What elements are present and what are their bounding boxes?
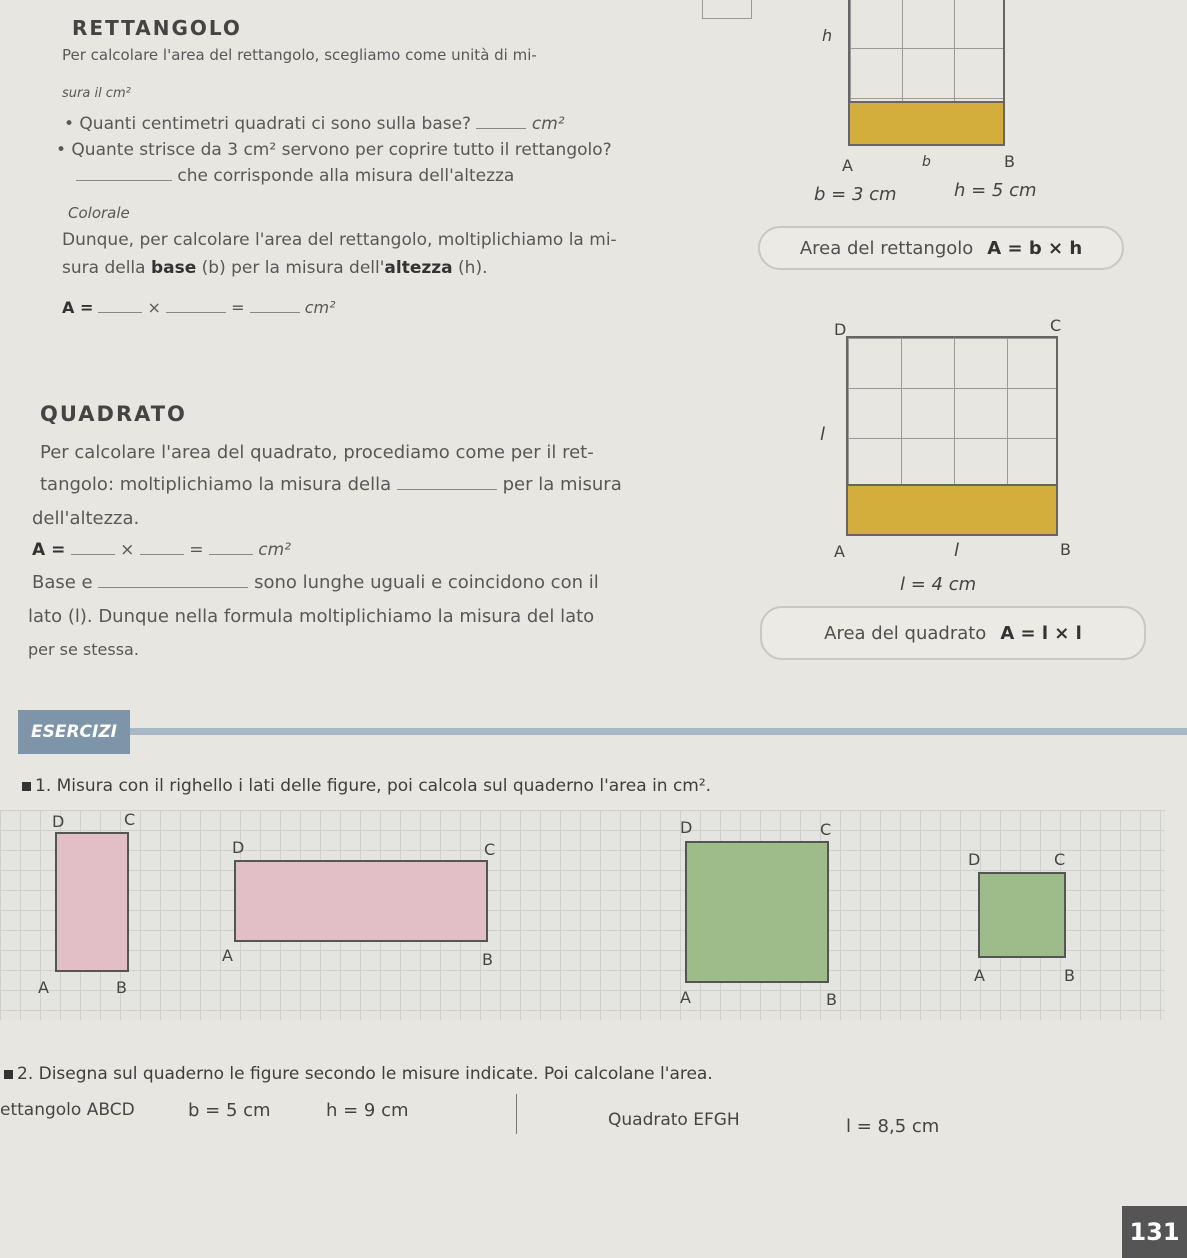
vertex-b: B bbox=[1064, 966, 1075, 985]
exercise-shape-wide-rectangle bbox=[234, 860, 488, 942]
vertex-c: C bbox=[1054, 850, 1066, 869]
answer-blank[interactable] bbox=[476, 128, 526, 129]
vertex-c: C bbox=[124, 810, 136, 829]
exercise-shape-large-square bbox=[685, 841, 829, 983]
figure-l-bottom-label: l bbox=[954, 540, 960, 561]
rect-abcd-height: h = 9 cm bbox=[326, 1100, 409, 1121]
quadrato-title: QUADRATO bbox=[40, 402, 187, 426]
question-strips-end: servono per coprire tutto il rettangolo? bbox=[281, 140, 612, 160]
vertex-d: D bbox=[232, 838, 245, 857]
formula-times: × bbox=[147, 298, 161, 317]
question-height bbox=[76, 166, 514, 186]
vertex-a: A bbox=[974, 966, 985, 985]
corner-box bbox=[702, 0, 752, 19]
vertex-a: A bbox=[842, 156, 853, 175]
vertex-b: B bbox=[826, 990, 837, 1009]
quadrato-formula-line bbox=[32, 540, 291, 560]
exercise-2-text: 2. Disegna sul quaderno le figure secondo le misure indicate. Poi calcolane l'area. bbox=[17, 1064, 713, 1084]
quadrato-line-3: dell'altezza. bbox=[32, 508, 140, 529]
question-strips-start: • Quante strisce da bbox=[56, 140, 222, 160]
exercise-1-text: 1. Misura con il righello i lati delle figure, poi calcola sul quaderno l'area in cm². bbox=[35, 776, 712, 796]
quadrato-text: tangolo: moltiplichiamo la misura della bbox=[40, 474, 392, 495]
height-measure: h = 5 cm bbox=[954, 180, 1037, 201]
formula-eq: = bbox=[231, 298, 245, 317]
answer-blank[interactable] bbox=[71, 554, 115, 555]
answer-blank[interactable] bbox=[98, 312, 142, 313]
formula-a: A = bbox=[62, 298, 94, 317]
formula-a: A = bbox=[32, 540, 66, 560]
vertex-d: D bbox=[968, 850, 981, 869]
exercise-1 bbox=[22, 776, 711, 796]
square-efgh-name: Quadrato EFGH bbox=[608, 1110, 740, 1130]
area-quadrato-box bbox=[760, 606, 1146, 660]
area-rettangolo-label: Area del rettangolo bbox=[799, 237, 974, 259]
rettangolo-intro-line-2: sura il cm² bbox=[62, 86, 131, 101]
answer-blank[interactable] bbox=[250, 312, 300, 313]
question-height-text: che corrisponde alla misura dell'altezza bbox=[177, 166, 515, 186]
vertex-d: D bbox=[834, 320, 847, 339]
dunque-line-1: Dunque, per calcolare l'area del rettangolo, moltiplichiamo la mi- bbox=[62, 230, 617, 250]
rettangolo-title: RETTANGOLO bbox=[72, 16, 242, 40]
figure-b-label: b bbox=[922, 154, 931, 170]
quadrato-per-se-line: per se stessa. bbox=[28, 640, 139, 659]
formula-eq: = bbox=[189, 540, 204, 560]
vertex-a: A bbox=[834, 542, 845, 561]
question-strips-value: 3 cm² bbox=[227, 140, 277, 160]
rettangolo-intro-line-1: Per calcolare l'area del rettangolo, scegliamo come unità di mi- bbox=[62, 46, 537, 64]
square-efgh-side: l = 8,5 cm bbox=[846, 1116, 940, 1137]
question-base-squares bbox=[64, 114, 565, 134]
exercise-2 bbox=[4, 1064, 713, 1084]
exercise-shape-tall-rectangle bbox=[55, 832, 129, 972]
area-quadrato-formula: A = l × l bbox=[1000, 622, 1082, 644]
side-measure: l = 4 cm bbox=[900, 574, 977, 595]
colorale-instruction: Colorale bbox=[68, 204, 130, 222]
formula-times: × bbox=[120, 540, 135, 560]
figure-h-label: h bbox=[822, 26, 833, 45]
question-strips bbox=[56, 140, 612, 160]
unit-cm2: cm² bbox=[258, 540, 291, 560]
exercise-shape-small-square bbox=[978, 872, 1066, 958]
vertex-b: B bbox=[1060, 540, 1071, 559]
unit-cm2: cm² bbox=[304, 298, 336, 317]
quadrato-line-2 bbox=[40, 474, 622, 495]
quadrato-text: sono lunghe uguali e coincidono con il bbox=[254, 572, 599, 593]
quadrato-base-line bbox=[32, 572, 599, 593]
base-measure: b = 3 cm bbox=[814, 184, 897, 205]
vertex-d: D bbox=[680, 818, 693, 837]
exercise-bullet-icon bbox=[4, 1070, 13, 1079]
answer-blank[interactable] bbox=[209, 554, 253, 555]
area-rettangolo-box bbox=[758, 226, 1124, 270]
divider-line bbox=[516, 1094, 517, 1134]
rect-abcd-name: ettangolo ABCD bbox=[0, 1100, 135, 1120]
answer-blank[interactable] bbox=[166, 312, 226, 313]
vertex-a: A bbox=[38, 978, 49, 997]
quadrato-text: Base e bbox=[32, 572, 93, 593]
keyword-base: base bbox=[150, 258, 197, 278]
page-number: 131 bbox=[1122, 1206, 1187, 1258]
quadrato-colored-strip bbox=[846, 484, 1058, 536]
rect-abcd-base: b = 5 cm bbox=[188, 1100, 271, 1121]
vertex-b: B bbox=[482, 950, 493, 969]
vertex-a: A bbox=[222, 946, 233, 965]
area-quadrato-label: Area del quadrato bbox=[824, 622, 987, 644]
answer-blank[interactable] bbox=[140, 554, 184, 555]
vertex-c: C bbox=[820, 820, 832, 839]
esercizi-tag: ESERCIZI bbox=[18, 710, 130, 754]
vertex-b: B bbox=[116, 978, 127, 997]
answer-blank[interactable] bbox=[397, 489, 497, 490]
figure-l-side-label: l bbox=[820, 424, 826, 445]
question-base-text: • Quanti centimetri quadrati ci sono sulla base? bbox=[64, 114, 472, 134]
keyword-altezza: altezza bbox=[384, 258, 453, 278]
dunque-text: (b) per la misura dell' bbox=[201, 258, 385, 278]
quadrato-lato-line: lato (l). Dunque nella formula moltiplichiamo la misura del lato bbox=[28, 606, 595, 627]
esercizi-divider bbox=[130, 728, 1187, 735]
quadrato-text: per la misura bbox=[502, 474, 622, 495]
area-rettangolo-formula: A = b × h bbox=[987, 237, 1083, 259]
vertex-a: A bbox=[680, 988, 691, 1007]
dunque-text: (h). bbox=[458, 258, 488, 278]
vertex-b: B bbox=[1004, 152, 1015, 171]
answer-blank[interactable] bbox=[98, 587, 248, 588]
answer-blank[interactable] bbox=[76, 180, 172, 181]
exercise-bullet-icon bbox=[22, 782, 31, 791]
vertex-c: C bbox=[484, 840, 496, 859]
rettangolo-formula-line bbox=[62, 298, 336, 317]
quadrato-line-1: Per calcolare l'area del quadrato, procediamo come per il ret- bbox=[40, 442, 594, 463]
vertex-d: D bbox=[52, 812, 65, 831]
rettangolo-colored-strip bbox=[848, 101, 1005, 146]
vertex-c: C bbox=[1050, 316, 1062, 335]
unit-cm2: cm² bbox=[531, 114, 565, 134]
dunque-line-2 bbox=[62, 258, 488, 278]
dunque-text: sura della bbox=[62, 258, 146, 278]
